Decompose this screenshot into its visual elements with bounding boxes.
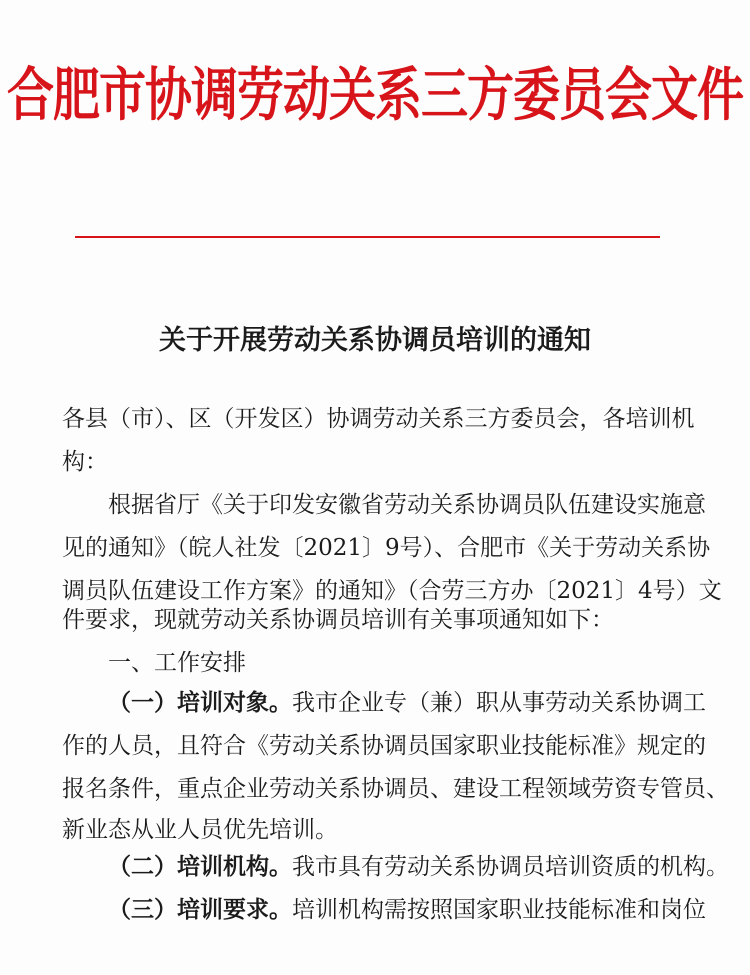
item-1-line-4: 新业态从业人员优先培训。 [62, 817, 338, 843]
addressee-line-1: 各县（市）、区（开发区）协调劳动关系三方委员会，各培训机 [62, 406, 695, 432]
document-title: 关于开展劳动关系协调员培训的通知 [159, 325, 591, 356]
item-3-line [108, 895, 706, 925]
item-2-line [108, 852, 729, 882]
header-red-divider [75, 236, 660, 238]
paragraph-1-line-4: 件要求，现就劳动关系协调员培训有关事项通知如下： [62, 607, 614, 633]
item-3-text: 培训机构需按照国家职业技能标准和岗位 [292, 897, 706, 923]
paragraph-1-line-2: 见的通知》（皖人社发〔2021〕9号）、合肥市《关于劳动关系协 [62, 535, 711, 561]
item-2-label: （二）培训机构。 [108, 853, 292, 880]
item-2-text: 我市具有劳动关系协调员培训资质的机构。 [292, 854, 729, 880]
paragraph-1-line-3: 调员队伍建设工作方案》的通知》（合劳三方办〔2021〕4号）文 [62, 578, 722, 604]
item-1-label: （一）培训对象。 [108, 689, 292, 716]
addressee-line-2: 构： [62, 449, 108, 475]
section-1-heading: 一、工作安排 [108, 650, 246, 676]
item-1-line-2: 作的人员，且符合《劳动关系协调员国家职业技能标准》规定的 [62, 733, 706, 759]
org-header-title: 合肥市协调劳动关系三方委员会文件 [7, 62, 743, 130]
paragraph-1-line-1: 根据省厅《关于印发安徽省劳动关系协调员队伍建设实施意 [108, 492, 706, 518]
item-1-line-3: 报名条件，重点企业劳动关系协调员、建设工程领域劳资专管员、 [62, 776, 729, 802]
item-3-label: （三）培训要求。 [108, 896, 292, 923]
item-1-text: 我市企业专（兼）职从事劳动关系协调工 [292, 690, 706, 716]
item-1-line-1 [108, 688, 706, 718]
